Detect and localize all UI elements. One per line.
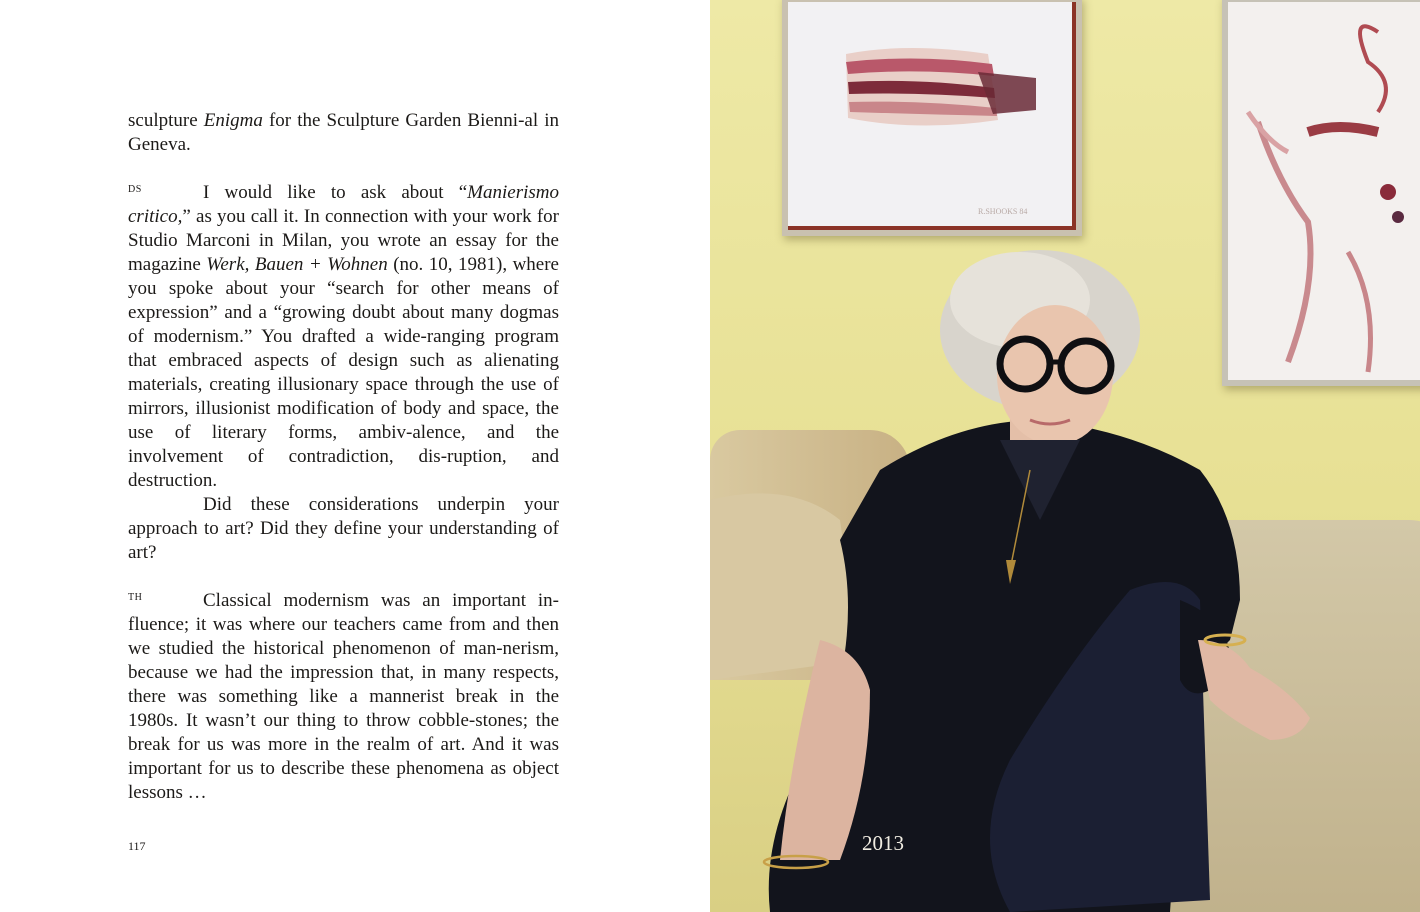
speaker-label-th: TH — [128, 592, 143, 603]
seated-woman — [710, 0, 1420, 912]
photo-year-caption: 2013 — [862, 831, 904, 855]
answer-paragraph: Classical modernism was an important in-fluence; it was where our teachers came from and then we studied the historical phenomenon of man-nerism, because we had the impression that, in many respects, there was something like a mannerist break in the 1980s. It wasn’t our thing to throw cobble-stones; the break for us was more in the realm of art. And it was important for us to describe these phenomena as object lessons … — [128, 590, 559, 803]
magazine-title: Werk, Bauen + Wohnen — [206, 254, 388, 275]
question-term: Manierismo critico, — [128, 182, 559, 227]
question-block — [128, 181, 559, 565]
interview-text — [128, 109, 559, 805]
question-text-a: I would like to ask about “ — [203, 182, 468, 203]
answer-block — [128, 589, 559, 805]
question-paragraph-2: Did these considerations underpin your approach to art? Did they define your understanding of art? — [128, 494, 559, 563]
question-text-b: ” as you call it. In connection with your work for Studio Marconi in Milan, you wrote an essay for the magazine — [128, 206, 559, 275]
portrait-photo — [710, 0, 1420, 912]
intro-text-2: for the Sculpture Garden Bienni-al in Geneva. — [128, 110, 559, 155]
intro-artwork-title: Enigma — [203, 110, 263, 131]
speaker-label-ds: DS — [128, 184, 142, 195]
question-paragraph-1 — [128, 181, 559, 493]
page-number: 117 — [128, 839, 146, 853]
intro-paragraph — [128, 109, 559, 157]
intro-text-1: sculpture — [128, 110, 204, 131]
painting-signature: R.SHOOKS 84 — [978, 207, 1028, 216]
question-text-c: (no. 10, 1981), where you spoke about your “search for other means of expression” and a “growing doubt about many dogmas of modernism.” You drafted a wide-ranging program that embraced aspects of design such as alienating materials, creating illusionary space through the use of mirrors, illusionist modification of body and space, the use of literary forms, ambiv-alence, and the involvement of contradiction, dis-ruption, and destruction. — [128, 254, 559, 491]
